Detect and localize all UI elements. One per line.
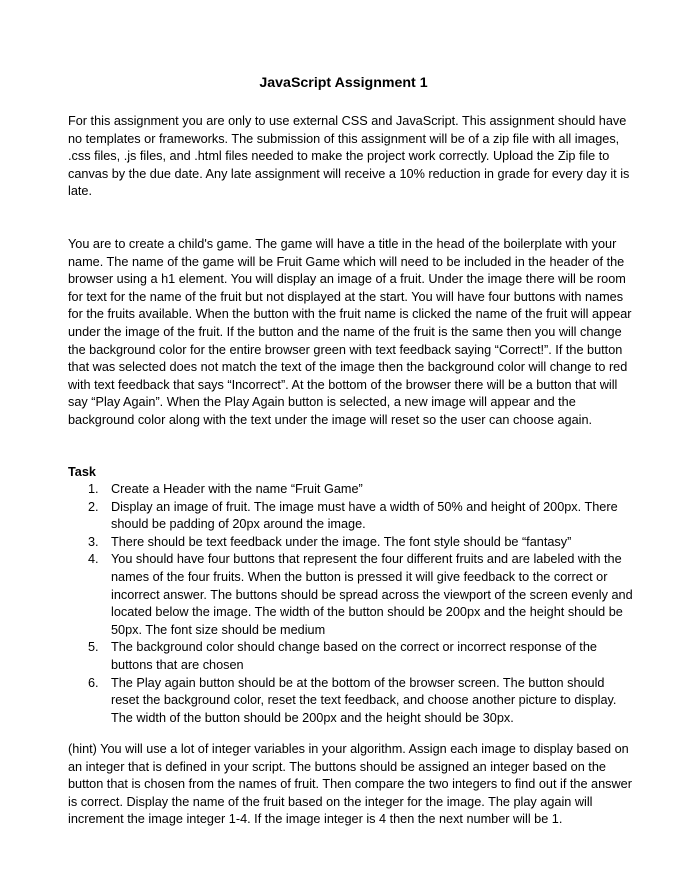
task-item-2 bbox=[68, 499, 636, 534]
task-text: The Play again button should be at the bottom of the browser screen. The button should reset the background color, reset the text feedback, and choose another picture to display. The width of the button should be 200px and the height should be 30px. bbox=[111, 675, 617, 725]
task-number: 4. bbox=[88, 552, 99, 567]
hint-paragraph: (hint) You will use a lot of integer variables in your algorithm. Assign each image to display based on an integer that is defined in your script. The buttons should be assigned an integer based on the button that is chosen from the names of fruit. Then compare the two integers to find out if the answer is correct. Display the name of the fruit based on the integer for the image. The play again will increment the image integer 1-4. If the image integer is 4 then the next number will be 1. bbox=[68, 742, 632, 827]
task-item-5 bbox=[68, 639, 636, 674]
task-number: 1. bbox=[88, 482, 99, 496]
task-text: The background color should change based on the correct or incorrect response of the buttons that are chosen bbox=[111, 640, 597, 672]
task-text: Create a Header with the name “Fruit Game” bbox=[111, 482, 363, 496]
task-number: 6. bbox=[88, 675, 99, 690]
task-list bbox=[68, 481, 636, 727]
intro-paragraph: For this assignment you are only to use external CSS and JavaScript. This assignment should have no templates or frameworks. The submission of this assignment will be of a zip file with all images, .css files, .js files, and .html files needed to make the project work correctly. Upload the Zip file to canvas by the due date. Any late assignment will receive a 10% reduction in grade for every day it is late. bbox=[68, 114, 630, 199]
task-text: Display an image of fruit. The image must have a width of 50% and height of 200px. There should be padding of 20px around the image. bbox=[111, 499, 618, 532]
task-item-3 bbox=[68, 534, 636, 552]
task-item-6 bbox=[68, 675, 636, 728]
task-text: There should be text feedback under the image. The font style should be “fantasy” bbox=[111, 534, 572, 549]
task-number: 2. bbox=[88, 499, 99, 514]
task-item-4 bbox=[68, 551, 636, 639]
task-number: 3. bbox=[88, 534, 99, 549]
game-description-paragraph: You are to create a child's game. The game will have a title in the head of the boilerplate with your name. The name of the game will be Fruit Game which will need to be included in the header of the browser using a h1 element. You will display an image of a fruit. Under the image there will be room for text for the name of the fruit but not displayed at the start. You will have four buttons with names for the fruits available. When the button with the fruit name is clicked the name of the fruit will appear under the image of the fruit. If the button and the name of the fruit is the same then you will change the background color for the entire browser green with text feedback saying “Correct!”. If the button that was selected does not match the text of the image then the background color will change to red with text feedback that says “Incorrect”. At the bottom of the browser there will be a button that will say “Play Again”. When the Play Again button is selected, a new image will appear and the background color along with the text under the image will reset so the user can choose again. bbox=[68, 237, 632, 427]
task-heading: Task bbox=[68, 465, 96, 479]
task-text: You should have four buttons that represent the four different fruits and are labeled with the names of the four fruits. When the button is pressed it will give feedback to the correct or incorrect answer. The buttons should be spread across the viewport of the screen evenly and located below the image. The width of the button should be 200px and the height should be 50px. The font size should be medium bbox=[111, 552, 633, 637]
task-item-1 bbox=[68, 481, 636, 499]
task-number: 5. bbox=[88, 640, 99, 655]
document-title: JavaScript Assignment 1 bbox=[259, 75, 428, 91]
